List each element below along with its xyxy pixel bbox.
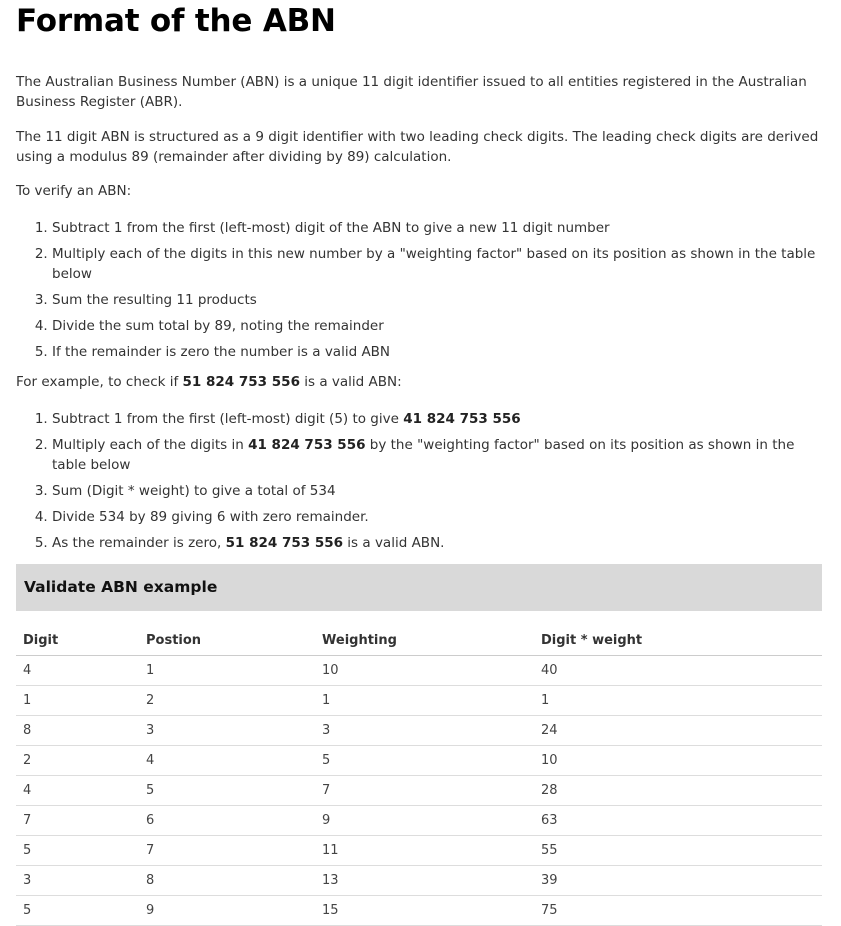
column-header-product: Digit * weight bbox=[534, 611, 822, 656]
example-step: 3. Sum (Digit * weight) to give a total of 534 bbox=[52, 481, 822, 501]
verify-step: 1. Subtract 1 from the first (left-most) digit of the ABN to give a new 11 digit number bbox=[52, 218, 822, 238]
table-cell: 1 bbox=[315, 686, 534, 716]
table-row bbox=[16, 656, 822, 686]
table-caption: Validate ABN example bbox=[16, 564, 822, 611]
example-step: 2. Multiply each of the digits in 41 824 753 556 by the "weighting factor" based on its position as shown in the table below bbox=[52, 435, 822, 475]
table-cell: 5 bbox=[16, 836, 139, 866]
table-cell: 9 bbox=[139, 896, 315, 926]
table-cell: 63 bbox=[534, 806, 822, 836]
example-steps-list bbox=[16, 409, 822, 553]
table-cell: 8 bbox=[139, 866, 315, 896]
table-cell: 5 bbox=[139, 776, 315, 806]
verify-steps-list bbox=[16, 218, 822, 362]
table-row bbox=[16, 836, 822, 866]
column-header-digit: Digit bbox=[16, 611, 139, 656]
example-step: 1. Subtract 1 from the first (left-most) digit (5) to give 41 824 753 556 bbox=[52, 409, 822, 429]
table-cell: 2 bbox=[139, 686, 315, 716]
table-cell: 10 bbox=[534, 746, 822, 776]
column-header-weighting: Weighting bbox=[315, 611, 534, 656]
table-cell: 5 bbox=[16, 896, 139, 926]
table-cell: 3 bbox=[139, 716, 315, 746]
table-cell: 6 bbox=[139, 806, 315, 836]
table-cell: 1 bbox=[534, 686, 822, 716]
verify-step: 3. Sum the resulting 11 products bbox=[52, 290, 822, 310]
table-cell: 8 bbox=[16, 716, 139, 746]
table-row bbox=[16, 896, 822, 926]
table-cell: 7 bbox=[139, 836, 315, 866]
example-step: 5. As the remainder is zero, 51 824 753 556 is a valid ABN. bbox=[52, 533, 822, 553]
table-row bbox=[16, 866, 822, 896]
table-header-row bbox=[16, 611, 822, 656]
table-body bbox=[16, 656, 822, 926]
example-step: 4. Divide 534 by 89 giving 6 with zero remainder. bbox=[52, 507, 822, 527]
table-cell: 9 bbox=[315, 806, 534, 836]
table-row bbox=[16, 746, 822, 776]
table-cell: 2 bbox=[16, 746, 139, 776]
table-cell: 7 bbox=[315, 776, 534, 806]
table-cell: 5 bbox=[315, 746, 534, 776]
table-row bbox=[16, 806, 822, 836]
table-cell: 24 bbox=[534, 716, 822, 746]
table-row bbox=[16, 716, 822, 746]
table-cell: 40 bbox=[534, 656, 822, 686]
validate-abn-table bbox=[16, 611, 822, 926]
table-cell: 75 bbox=[534, 896, 822, 926]
verify-step: 4. Divide the sum total by 89, noting the remainder bbox=[52, 316, 822, 336]
table-cell: 4 bbox=[139, 746, 315, 776]
table-cell: 39 bbox=[534, 866, 822, 896]
table-cell: 3 bbox=[315, 716, 534, 746]
table-row bbox=[16, 776, 822, 806]
table-cell: 13 bbox=[315, 866, 534, 896]
table-cell: 10 bbox=[315, 656, 534, 686]
verify-label: To verify an ABN: bbox=[16, 183, 132, 199]
validate-abn-table-container bbox=[16, 564, 822, 926]
structure-paragraph: The 11 digit ABN is structured as a 9 digit identifier with two leading check digits. The leading check digits are derived using a modulus 89 (remainder after dividing by 89) calculation. bbox=[16, 129, 819, 165]
verify-step: 2. Multiply each of the digits in this new number by a "weighting factor" based on its position as shown in the table below bbox=[52, 244, 822, 284]
page-title: Format of the ABN bbox=[16, 3, 336, 39]
table-cell: 1 bbox=[139, 656, 315, 686]
example-abn: 51 824 753 556 bbox=[182, 374, 300, 390]
table-cell: 4 bbox=[16, 656, 139, 686]
table-cell: 28 bbox=[534, 776, 822, 806]
verify-step: 5. If the remainder is zero the number is a valid ABN bbox=[52, 342, 822, 362]
example-intro: For example, to check if 51 824 753 556 is a valid ABN: bbox=[16, 374, 402, 390]
table-cell: 11 bbox=[315, 836, 534, 866]
table-cell: 15 bbox=[315, 896, 534, 926]
table-row bbox=[16, 686, 822, 716]
intro-paragraph: The Australian Business Number (ABN) is a unique 11 digit identifier issued to all entities registered in the Australian Business Register (ABR). bbox=[16, 74, 807, 110]
table-cell: 4 bbox=[16, 776, 139, 806]
column-header-position: Postion bbox=[139, 611, 315, 656]
table-cell: 7 bbox=[16, 806, 139, 836]
table-cell: 3 bbox=[16, 866, 139, 896]
table-cell: 1 bbox=[16, 686, 139, 716]
table-cell: 55 bbox=[534, 836, 822, 866]
